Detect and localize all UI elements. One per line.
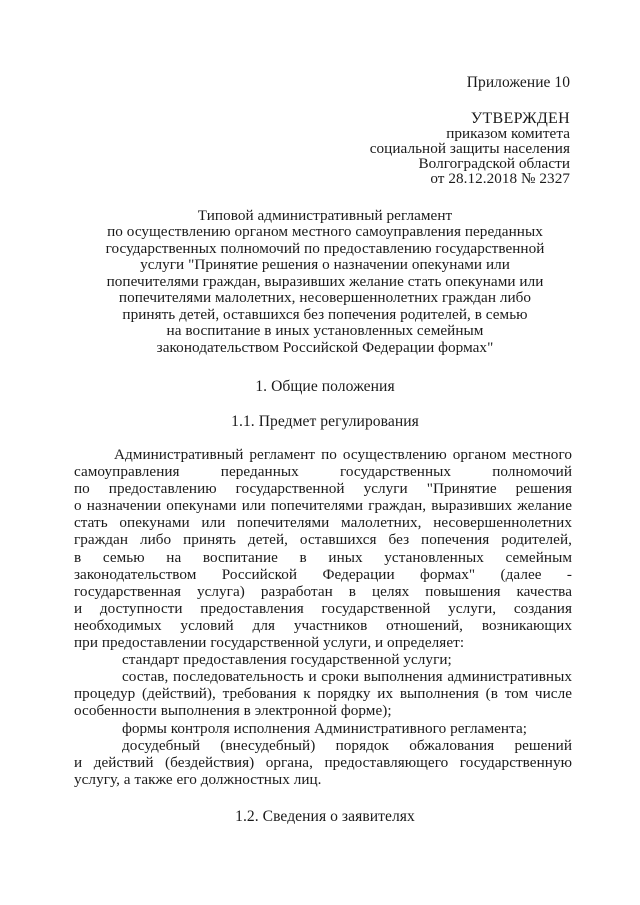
approval-line: Волгоградской области bbox=[418, 154, 570, 172]
title-line: услуги "Принятие решения о назначении опекунами или bbox=[140, 256, 510, 274]
approval-line: приказом комитета bbox=[446, 124, 570, 142]
section-heading-subject: 1.1. Предмет регулирования bbox=[231, 413, 419, 430]
section-heading-general: 1. Общие положения bbox=[255, 378, 395, 395]
title-line: принять детей, оставшихся без попечения родителей, в семью bbox=[122, 305, 528, 323]
title-line: попечителями малолетних, несовершеннолетних граждан либо bbox=[118, 289, 532, 307]
approval-line: социальной защиты населения bbox=[369, 139, 570, 157]
approval-date-line: от 28.12.2018 № 2327 bbox=[430, 169, 570, 187]
body-line: граждан либо принять детей, оставшихся без попечения родителей, bbox=[74, 531, 572, 549]
approval-title: УТВЕРЖДЕН bbox=[470, 110, 570, 127]
body-line: процедур (действий), требования к порядку их выполнения (в том числе bbox=[74, 685, 572, 703]
body-line: стать опекунами или попечителями малолетних, несовершеннолетних bbox=[74, 514, 572, 532]
body-line: и действий (бездействия) органа, предоставляющего государственную bbox=[74, 753, 572, 771]
body-line: услугу, а также его должностных лиц. bbox=[74, 770, 322, 788]
title-line: законодательством Российской Федерации формах" bbox=[156, 338, 494, 356]
body-line: при предоставлении государственной услуги, и определяет: bbox=[74, 634, 465, 652]
body-line: Административный регламент по осуществлению органом местного bbox=[114, 446, 572, 463]
body-text bbox=[74, 446, 572, 788]
approval-block bbox=[290, 112, 570, 187]
appendix-label: Приложение 10 bbox=[466, 74, 570, 91]
body-line: состав, последовательность и сроки выполнения административных bbox=[122, 668, 572, 686]
regulation-title bbox=[95, 208, 555, 356]
body-line: государственная услуга) разработан в целях повышения качества bbox=[74, 582, 572, 600]
section-heading-applicants: 1.2. Сведения о заявителях bbox=[235, 808, 415, 825]
title-line: по осуществлению органом местного самоуправления переданных bbox=[107, 223, 543, 241]
body-line: стандарт предоставления государственной услуги; bbox=[122, 651, 452, 669]
body-line: о назначении опекунами или попечителями граждан, выразивших желание bbox=[74, 497, 572, 515]
body-line: формы контроля исполнения Административного регламента; bbox=[122, 719, 528, 737]
title-line: Типовой административный регламент bbox=[197, 207, 453, 224]
body-line: в семью на воспитание в иных установленных семейным bbox=[74, 548, 572, 566]
body-line: необходимых условий для участников отношений, возникающих bbox=[74, 616, 572, 634]
body-line: досудебный (внесудебный) порядок обжалования решений bbox=[122, 736, 572, 754]
body-line: особенности выполнения в электронной форме); bbox=[74, 702, 392, 720]
body-line: и доступности предоставления государственной услуги, создания bbox=[74, 599, 572, 617]
title-line: государственных полномочий по предоставлению государственной bbox=[105, 239, 545, 257]
title-line: на воспитание в иных установленных семейным bbox=[166, 322, 484, 340]
body-line: самоуправления переданных государственных полномочий bbox=[74, 463, 572, 481]
body-line: законодательством Российской Федерации формах" (далее - bbox=[74, 565, 572, 583]
body-line: по предоставлению государственной услуги "Принятие решения bbox=[74, 480, 572, 498]
title-line: попечителями граждан, выразивших желание стать опекунами или bbox=[106, 272, 544, 290]
